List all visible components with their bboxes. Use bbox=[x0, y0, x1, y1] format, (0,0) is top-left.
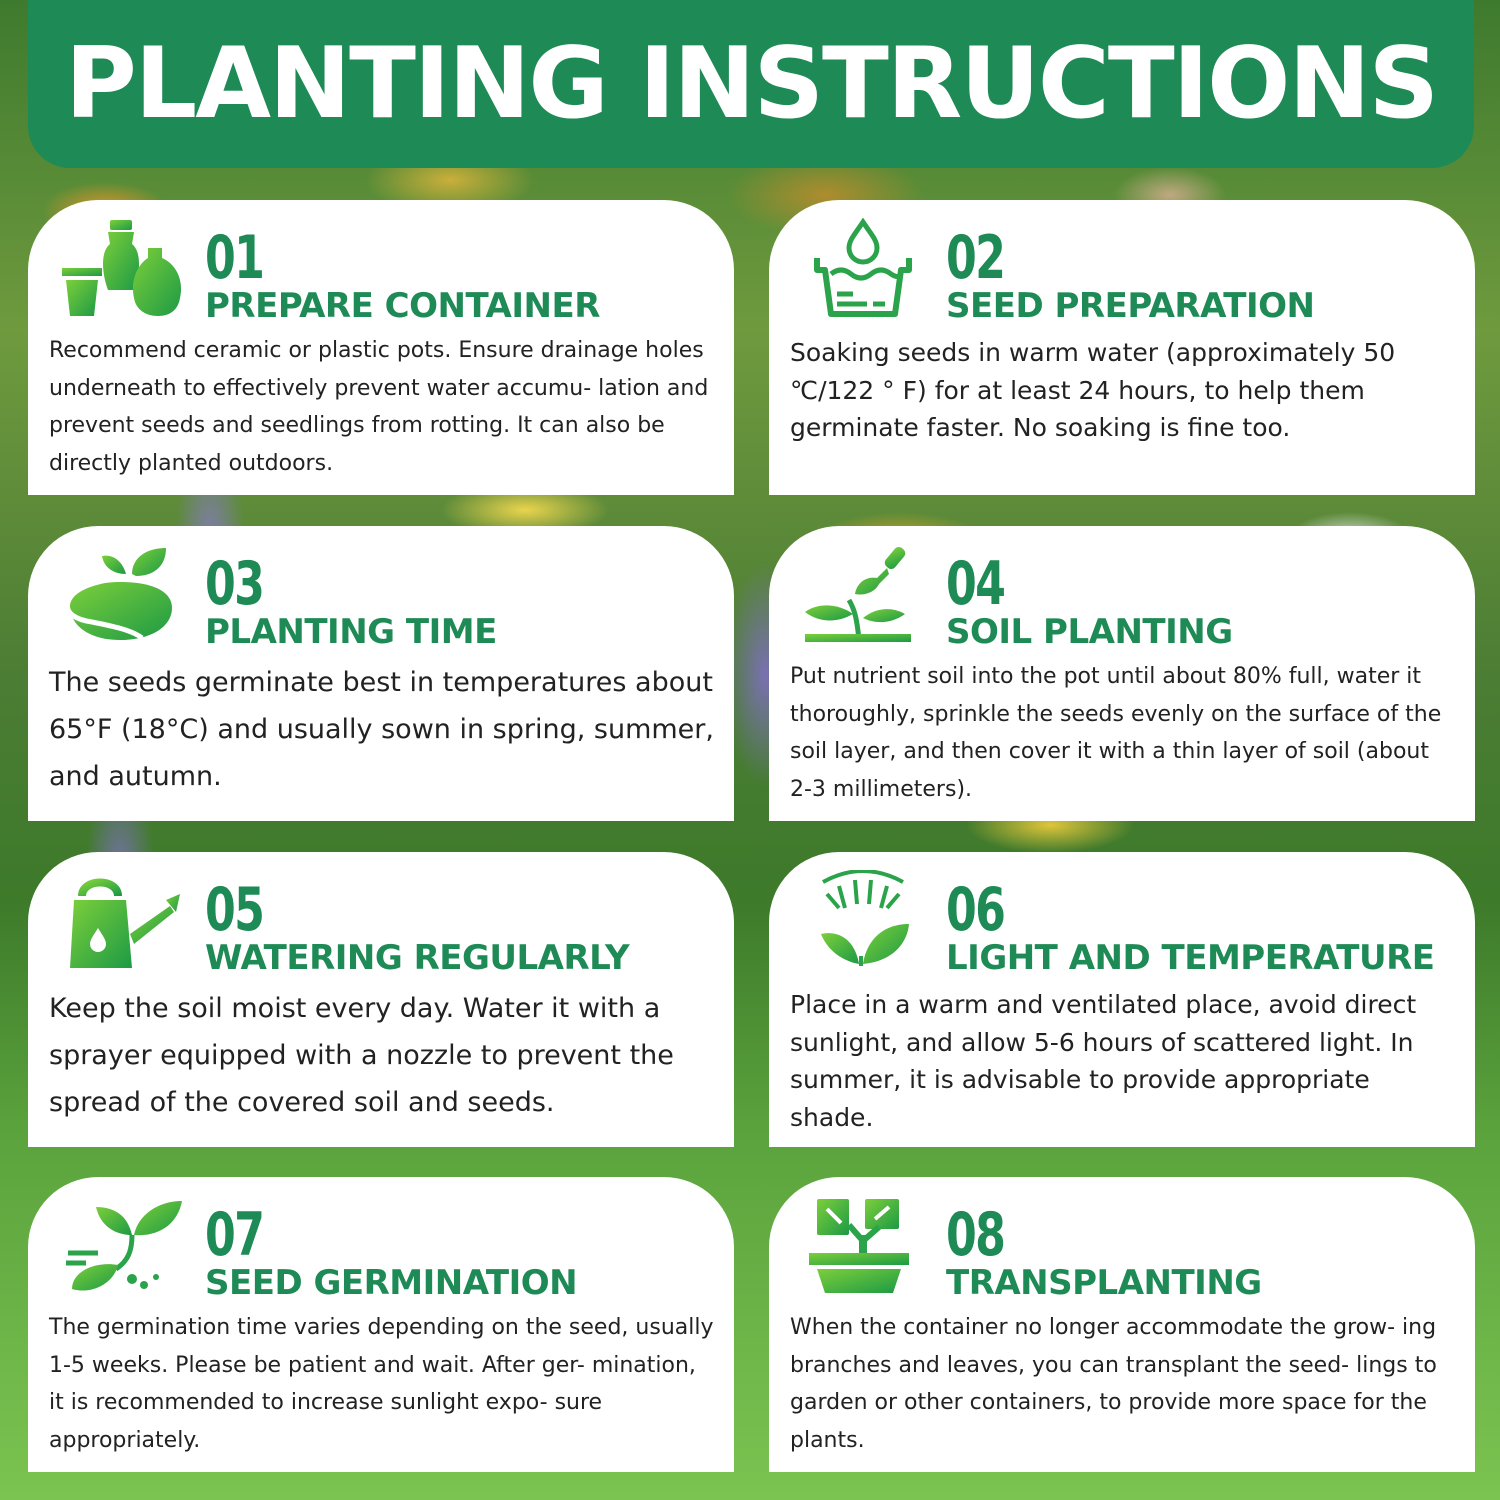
step-number: 05 bbox=[205, 875, 264, 945]
step-number: 04 bbox=[946, 549, 1005, 619]
page-title: PLANTING INSTRUCTIONS bbox=[64, 27, 1438, 141]
step-card-08 bbox=[769, 1177, 1475, 1472]
step-title: TRANSPLANTING bbox=[946, 1263, 1262, 1303]
step-card-03 bbox=[28, 526, 734, 821]
step-card-04 bbox=[769, 526, 1475, 821]
step-card-05 bbox=[28, 852, 734, 1147]
header-banner bbox=[28, 0, 1474, 168]
germinating-seed-icon bbox=[62, 1195, 182, 1295]
step-description: Place in a warm and ventilated place, avoid direct sunlight, and allow 5-6 hours of scattered light. In summer, it is advisable to provide appropriate shade. bbox=[790, 990, 1417, 1132]
step-title: PREPARE CONTAINER bbox=[205, 286, 600, 326]
step-card-01 bbox=[28, 200, 734, 495]
step-number: 03 bbox=[205, 549, 264, 619]
step-number: 01 bbox=[205, 223, 264, 293]
step-title: LIGHT AND TEMPERATURE bbox=[946, 938, 1435, 978]
trowel-plant-icon bbox=[803, 544, 923, 644]
pots-icon bbox=[62, 218, 182, 318]
step-description: Soaking seeds in warm water (approximately 50 ℃/122 ° F) for at least 24 hours, to help them germinate faster. No soaking is fine too. bbox=[790, 338, 1396, 442]
step-title: PLANTING TIME bbox=[205, 612, 497, 652]
sun-leaves-icon bbox=[803, 870, 923, 970]
step-description: Keep the soil moist every day. Water it with a sprayer equipped with a nozzle to prevent the spread of the covered soil and seeds. bbox=[49, 993, 674, 1118]
step-description: Put nutrient soil into the pot until about 80% full, water it thoroughly, sprinkle the seeds evenly on the surface of the soil layer, and then cover it with a thin layer of soil (about 2-3 millimeters). bbox=[790, 664, 1442, 802]
watering-can-icon bbox=[62, 870, 182, 970]
step-description: The germination time varies depending on the seed, usually 1-5 weeks. Please be patient and wait. After ger- mination, it is recommended to increase sunlight expo- sure appropriately. bbox=[49, 1315, 714, 1453]
step-card-02 bbox=[769, 200, 1475, 495]
seed-sprout-icon bbox=[62, 544, 182, 644]
step-number: 08 bbox=[946, 1200, 1005, 1270]
step-title: SEED GERMINATION bbox=[205, 1263, 578, 1303]
step-number: 07 bbox=[205, 1200, 264, 1270]
step-title: SEED PREPARATION bbox=[946, 286, 1315, 326]
step-description: When the container no longer accommodate the grow- ing branches and leaves, you can transplant the seed- lings to garden or other containers, to provide more space for the plants. bbox=[790, 1315, 1437, 1453]
water-basin-icon bbox=[803, 218, 923, 318]
step-description: Recommend ceramic or plastic pots. Ensure drainage holes underneath to effectively prevent water accumu- lation and prevent seeds and seedlings from rotting. It can also be directly planted outdoors. bbox=[49, 338, 709, 476]
step-number: 06 bbox=[946, 875, 1005, 945]
step-description: The seeds germinate best in temperatures about 65°F (18°C) and usually sown in spring, summer, and autumn. bbox=[49, 667, 714, 792]
potted-seedling-icon bbox=[803, 1195, 923, 1295]
step-title: SOIL PLANTING bbox=[946, 612, 1233, 652]
step-number: 02 bbox=[946, 223, 1005, 293]
step-card-07 bbox=[28, 1177, 734, 1472]
step-card-06 bbox=[769, 852, 1475, 1147]
step-title: WATERING REGULARLY bbox=[205, 938, 630, 978]
